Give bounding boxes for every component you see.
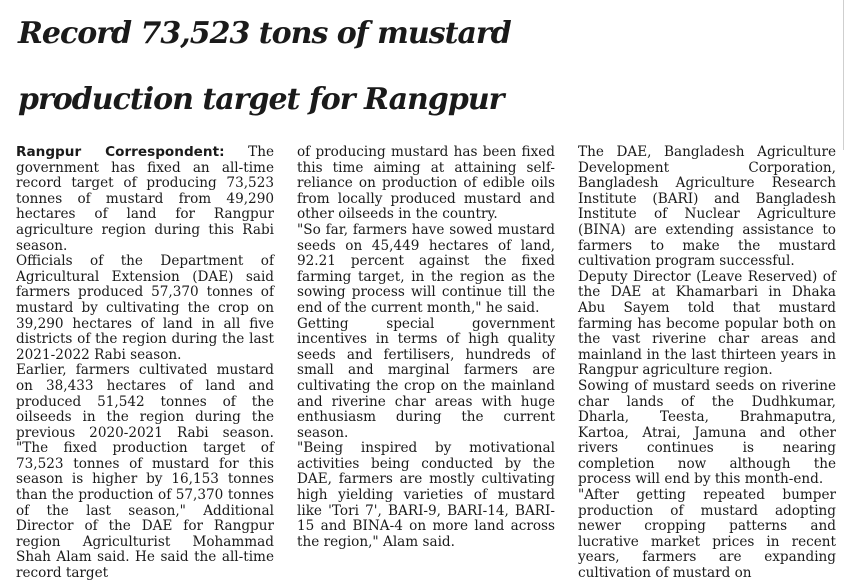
article-column-3 [578,145,836,582]
paragraph: The DAE, Bangladesh Agriculture Development Corporation, Bangladesh Agriculture Research Institute (BARI) and Bangladesh Institute of Nuclear Agriculture (BINA) are extending assistance to farmers to make the mustard cultivation program successful. [578,144,836,270]
byline: Rangpur Correspondent: [16,144,225,160]
article-column-2 [297,145,555,582]
article-column-1 [16,145,274,582]
paragraph: Earlier, farmers cultivated mustard on 38,433 hectares of land and produced 51,542 tonnes of the oilseeds in the region during the previous 2020-2021 Rabi season. "The fixed production target of 73,523 tonnes of mustard for this season is higher by 16,153 tonnes than the production of 57,370 tonnes of the last season," Additional Director of the DAE for Rangpur region Agriculturist Mohammad Shah Alam said. He said the all-time record target [16,362,274,582]
paragraph: "So far, farmers have sowed mustard seeds on 45,449 hectares of land, 92.21 percent against the fixed farming target, in the region as the sowing process will continue till the end of the current month," he said. [297,221,555,316]
paragraph: "After getting repeated bumper production of mustard adopting newer cropping patterns and lucrative market prices in recent years, farmers are expanding cultivation of mustard on [578,487,836,582]
column-rule [843,0,844,150]
paragraph: of producing mustard has been fixed this time aiming at attaining self-reliance on production of edible oils from locally produced mustard and other oilseeds in the country. [297,144,555,223]
paragraph: "Being inspired by motivational activities being conducted by the DAE, farmers are mostly cultivating high yielding varieties of mustard like 'Tori 7', BARI-9, BARI-14, BARI-15 and BINA-4 on more land across the region," Alam said. [297,440,555,550]
paragraph: Deputy Director (Leave Reserved) of the DAE at Khamarbari in Dhaka Abu Sayem told that mustard farming has become popular both on the vast riverine char areas and mainland in the last thirteen years in Rangpur agriculture region. [578,268,836,379]
article-body [16,144,836,582]
paragraph: Officials of the Department of Agricultural Extension (DAE) said farmers produced 57,370 tonnes of mustard by cultivating the crop on 39,290 hectares of land in all five districts of the region during the last 2021-2022 Rabi season. [16,253,274,363]
paragraph [16,145,274,254]
headline-line-1: Record 73,523 tons of mustard [18,16,511,51]
paragraph: Getting special government incentives in terms of high quality seeds and fertilisers, hundreds of small and marginal farmers are cultivating the crop on the mainland and riverine char areas with huge enthusiasm during the current season. [297,315,555,441]
paragraph: Sowing of mustard seeds on riverine char lands of the Dudhkumar, Dharla, Teesta, Brahmaputra, Kartoa, Atrai, Jamuna and other rivers continues is nearing completion now although the process will end by this month-end. [578,377,836,488]
headline-line-2: production target for Rangpur [18,82,504,117]
paragraph-text: The government has fixed an all-time record target of producing 73,523 tonnes of mustard from 49,290 hectares of land for Rangpur agriculture region during this Rabi season. [16,144,274,254]
